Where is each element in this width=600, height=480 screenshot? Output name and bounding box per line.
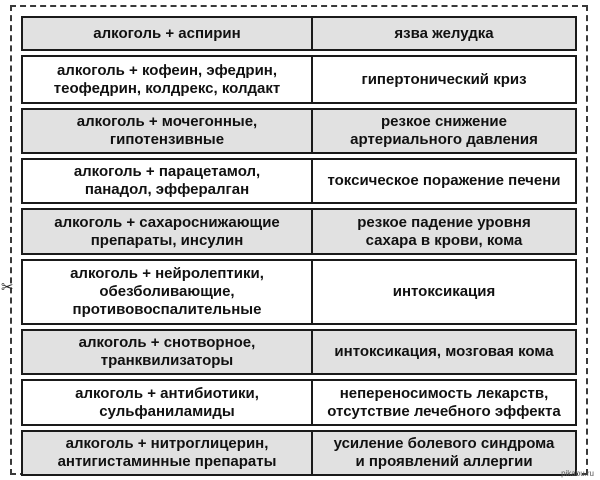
effect-text: резкое снижение артериального давления [350,113,538,148]
effect-cell [313,379,577,426]
combination-text: алкоголь + нитроглицерин, антигистаминные препараты [57,435,277,470]
combination-cell [21,259,313,325]
combination-cell [21,55,313,104]
effect-text: интоксикация [392,283,496,300]
table-row [21,430,577,476]
combination-cell [21,430,313,476]
combination-text: алкоголь + кофеин, эфедрин, теофедрин, колдрекс, колдакт [53,61,281,97]
effect-text: язва желудка [394,24,494,42]
combination-cell [21,158,313,204]
scissors-icon: ✂ [1,278,14,296]
table-row [21,16,577,51]
effect-cell [313,55,577,104]
effect-cell [313,430,577,476]
combination-text: алкоголь + снотворное, транквилизаторы [78,334,256,369]
combination-text: алкоголь + аспирин [93,24,241,42]
effect-text: интоксикация, мозговая кома [334,343,554,360]
table-row [21,379,577,426]
combination-cell [21,379,313,426]
combination-text: алкоголь + мочегонные, гипотензивные [76,113,258,148]
combination-cell [21,16,313,51]
table-row [21,55,577,104]
effect-cell [313,208,577,255]
effect-text: токсическое поражение печени [327,172,561,189]
table-row [21,259,577,325]
combination-cell [21,108,313,154]
table-body [21,16,577,476]
drug-interaction-table [21,12,577,480]
combination-text: алкоголь + нейролептики, обезболивающие, противовоспалительные [70,265,264,318]
combination-cell [21,208,313,255]
effect-text: непереносимость лекарств, отсутствие лечебного эффекта [327,384,561,420]
table-row [21,108,577,154]
effect-text: гипертонический криз [361,70,527,88]
effect-cell [313,329,577,375]
table-row [21,158,577,204]
effect-cell [313,108,577,154]
combination-cell [21,329,313,375]
combination-text: алкоголь + сахароснижающие препараты, инсулин [54,213,280,249]
effect-cell [313,158,577,204]
table-row [21,208,577,255]
watermark: pikabu.ru [561,469,594,478]
effect-text: резкое падение уровня сахара в крови, кома [357,213,531,249]
effect-cell [313,259,577,325]
combination-text: алкоголь + антибиотики, сульфаниламиды [75,384,259,420]
effect-cell [313,16,577,51]
table-row [21,329,577,375]
effect-text: усиление болевого синдрома и проявлений аллергии [333,435,555,470]
combination-text: алкоголь + парацетамол, панадол, эффералган [73,163,261,198]
